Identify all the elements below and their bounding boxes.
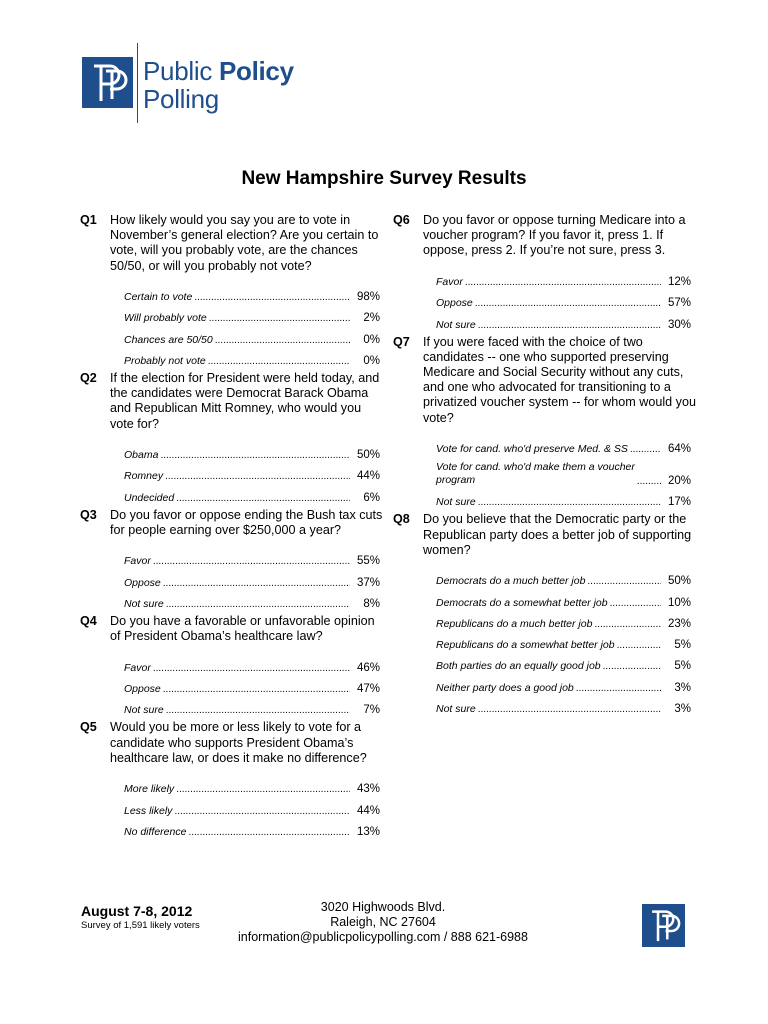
dot-leader xyxy=(617,640,661,651)
answer-label: Not sure xyxy=(124,704,164,717)
answer-row xyxy=(436,651,691,672)
question-text: If you were faced with the choice of two candidates -- one who supported preserving Medicare and Social Security without any cuts, and one who advocated for transitioning to a privatized voucher system -- for whom would you vote? xyxy=(423,334,696,425)
answer-row xyxy=(124,324,380,345)
logo-wordmark xyxy=(143,57,294,113)
dot-leader xyxy=(475,298,661,309)
question-text: Do you favor or oppose ending the Bush tax cuts for people earning over $250,000 a year? xyxy=(110,507,383,537)
answer-percent: 17% xyxy=(667,496,691,509)
answer-label: Republicans do a much better job xyxy=(436,617,593,630)
dot-leader xyxy=(478,704,661,715)
question xyxy=(80,720,386,766)
dot-leader xyxy=(637,476,661,487)
answer-row xyxy=(436,672,691,693)
dot-leader xyxy=(478,497,661,508)
answer-percent: 7% xyxy=(363,704,380,717)
dot-leader xyxy=(594,619,661,630)
question-number: Q7 xyxy=(393,334,410,349)
question-number: Q6 xyxy=(393,213,410,227)
question-text: How likely would you say you are to vote in November’s general election? Are you certain to vote, will you probably vote, are the chances 50/50, or will you probably not vote? xyxy=(110,213,379,273)
answer-label: Favor xyxy=(124,555,151,568)
answer-list xyxy=(80,774,386,838)
question-block xyxy=(80,614,386,716)
dot-leader xyxy=(153,556,350,567)
right-column xyxy=(393,213,699,719)
answer-row xyxy=(124,482,380,503)
answer-row xyxy=(436,434,691,455)
answer-row xyxy=(436,566,691,587)
contact-line: information@publicpolicypolling.com / 888 621-6988 xyxy=(238,930,528,944)
answer-label: Democrats do a somewhat better job xyxy=(436,596,608,609)
answer-row xyxy=(436,587,691,608)
question xyxy=(80,508,386,538)
question-number: Q5 xyxy=(80,720,97,735)
answer-row xyxy=(124,546,380,567)
answer-row xyxy=(124,303,380,324)
answer-row xyxy=(124,674,380,695)
answer-row xyxy=(436,267,691,288)
question-text: Would you be more or less likely to vote for a candidate who supports President Obama’s healthcare law, or does it make no difference? xyxy=(110,720,367,765)
address-line-2: Raleigh, NC 27604 xyxy=(330,915,436,929)
answer-row xyxy=(124,652,380,673)
answer-label-multiline xyxy=(436,461,635,487)
dot-leader xyxy=(163,684,350,695)
answer-percent: 5% xyxy=(674,660,691,673)
answer-row xyxy=(436,694,691,715)
answer-label: More likely xyxy=(124,783,175,796)
dot-leader xyxy=(576,683,661,694)
dot-leader xyxy=(153,663,350,674)
answer-percent: 44% xyxy=(356,470,380,483)
left-column xyxy=(80,213,386,842)
answer-label: Probably not vote xyxy=(124,355,206,367)
answer-row xyxy=(436,288,691,309)
answer-row xyxy=(124,440,380,461)
answer-percent: 6% xyxy=(363,491,380,504)
dot-leader xyxy=(166,599,350,610)
question-text: Do you have a favorable or unfavorable opinion of President Obama’s healthcare law? xyxy=(110,614,375,644)
answer-percent: 5% xyxy=(674,639,691,652)
answer-label: Neither party does a good job xyxy=(436,681,574,694)
question-block xyxy=(80,371,386,504)
answer-percent: 20% xyxy=(667,475,691,488)
dot-leader xyxy=(188,827,350,838)
answer-list xyxy=(80,282,386,367)
answer-percent: 43% xyxy=(356,783,380,796)
dot-leader xyxy=(165,471,350,482)
answer-row xyxy=(124,346,380,367)
footer-logo xyxy=(642,904,685,947)
answer-percent: 37% xyxy=(356,576,380,589)
question-block xyxy=(80,508,386,610)
logo-word-polling: Polling xyxy=(143,84,219,114)
dot-leader xyxy=(465,277,661,288)
question-text: Do you believe that the Democratic party or the Republican party does a better job of supporting women? xyxy=(423,512,692,557)
answer-label: Favor xyxy=(436,275,463,288)
question xyxy=(80,614,386,644)
answer-row xyxy=(124,461,380,482)
answer-percent: 57% xyxy=(667,297,691,310)
answer-label: Favor xyxy=(124,661,151,674)
answer-percent: 47% xyxy=(356,683,380,695)
answer-percent: 44% xyxy=(356,804,380,817)
answer-label: Not sure xyxy=(436,703,476,715)
answer-label: No difference xyxy=(124,825,187,838)
answer-percent: 50% xyxy=(356,449,380,462)
answer-label: Not sure xyxy=(436,496,476,509)
ppp-logo-icon xyxy=(642,904,685,947)
answer-percent: 46% xyxy=(356,661,380,674)
logo-word-policy: Policy xyxy=(218,56,294,86)
answer-row xyxy=(124,567,380,588)
answer-label: Not sure xyxy=(124,598,164,610)
answer-label: Not sure xyxy=(436,318,476,331)
ppp-logo-icon xyxy=(82,57,133,108)
question-number: Q2 xyxy=(80,371,97,385)
answer-row xyxy=(124,695,380,716)
logo-divider xyxy=(137,43,138,123)
dot-leader xyxy=(194,292,350,303)
answer-percent: 64% xyxy=(667,443,691,456)
answer-label: Oppose xyxy=(124,683,161,695)
dot-leader xyxy=(209,313,350,324)
survey-date: August 7-8, 2012 xyxy=(81,903,193,919)
answer-list xyxy=(80,652,386,716)
question-block xyxy=(393,335,699,509)
survey-sample: Survey of 1,591 likely voters xyxy=(81,920,200,931)
answer-row xyxy=(124,589,380,610)
dot-leader xyxy=(208,356,350,367)
question-number: Q1 xyxy=(80,213,97,227)
dot-leader xyxy=(160,450,350,461)
dot-leader xyxy=(163,578,350,589)
question-number: Q3 xyxy=(80,507,97,522)
answer-label: Less likely xyxy=(124,804,173,817)
answer-label: Both parties do an equally good job xyxy=(436,660,601,673)
answer-percent: 10% xyxy=(667,596,691,609)
answer-list xyxy=(393,566,699,715)
answer-list xyxy=(393,434,699,509)
answer-row xyxy=(124,817,380,838)
answer-list xyxy=(80,440,386,504)
dot-leader xyxy=(176,784,350,795)
answer-label: Chances are 50/50 xyxy=(124,333,213,346)
dot-leader xyxy=(610,598,661,609)
answer-label: Romney xyxy=(124,470,164,483)
answer-row xyxy=(436,609,691,630)
answer-list xyxy=(80,546,386,610)
answer-percent: 12% xyxy=(667,275,691,288)
answer-label: Certain to vote xyxy=(124,291,193,304)
answer-label: Vote for cand. who'd make them a voucher xyxy=(436,461,635,474)
answer-percent: 0% xyxy=(363,355,380,367)
answer-percent: 13% xyxy=(356,825,380,838)
dot-leader xyxy=(587,576,661,587)
answer-label: Oppose xyxy=(436,297,473,310)
answer-row xyxy=(124,795,380,816)
answer-percent: 50% xyxy=(667,575,691,588)
answer-label: Obama xyxy=(124,449,159,462)
answer-percent: 3% xyxy=(674,681,691,694)
answer-percent: 2% xyxy=(363,312,380,325)
question-number: Q4 xyxy=(80,614,97,628)
dot-leader xyxy=(478,320,661,331)
answer-percent: 55% xyxy=(356,555,380,568)
answer-row xyxy=(436,309,691,330)
question xyxy=(393,512,699,558)
dot-leader xyxy=(603,661,661,672)
answer-label: Undecided xyxy=(124,491,175,504)
question-block xyxy=(393,512,699,715)
logo-word-public: Public xyxy=(143,56,213,86)
answer-label: Republicans do a somewhat better job xyxy=(436,639,615,652)
question-block xyxy=(80,213,386,367)
dot-leader xyxy=(630,444,661,455)
dot-leader xyxy=(174,806,350,817)
answer-label: Vote for cand. who'd preserve Med. & SS xyxy=(436,443,628,456)
question-number: Q8 xyxy=(393,512,410,527)
answer-label: Oppose xyxy=(124,576,161,589)
answer-row xyxy=(124,774,380,795)
answer-row xyxy=(436,455,691,487)
answer-row xyxy=(436,487,691,508)
question xyxy=(80,213,386,274)
dot-leader xyxy=(176,493,350,504)
question-block xyxy=(393,213,699,331)
question-text: If the election for President were held today, and the candidates were Democrat Barack Obama and Republican Mitt Romney, who would you vote for? xyxy=(110,371,380,431)
answer-row xyxy=(124,282,380,303)
logo-mark xyxy=(82,57,133,108)
question-text: Do you favor or oppose turning Medicare into a voucher program? If you favor it, press 1. If oppose, press 2. If you’re not sure, press 3. xyxy=(423,213,686,258)
question xyxy=(393,335,699,426)
page-title: New Hampshire Survey Results xyxy=(241,168,527,189)
answer-list xyxy=(393,267,699,331)
question-block xyxy=(80,720,386,838)
answer-row xyxy=(436,630,691,651)
answer-percent: 30% xyxy=(667,318,691,331)
address-line-1: 3020 Highwoods Blvd. xyxy=(320,900,446,914)
answer-label: Democrats do a much better job xyxy=(436,575,586,588)
answer-percent: 23% xyxy=(667,617,691,630)
answer-percent: 98% xyxy=(356,291,380,304)
answer-percent: 3% xyxy=(674,703,691,715)
answer-percent: 8% xyxy=(363,598,380,610)
answer-percent: 0% xyxy=(363,333,380,346)
question xyxy=(393,213,699,259)
dot-leader xyxy=(166,705,350,716)
answer-label-continued: program xyxy=(436,474,476,487)
question xyxy=(80,371,386,432)
answer-label: Will probably vote xyxy=(124,312,207,325)
dot-leader xyxy=(215,335,350,346)
footer-address xyxy=(200,900,566,945)
